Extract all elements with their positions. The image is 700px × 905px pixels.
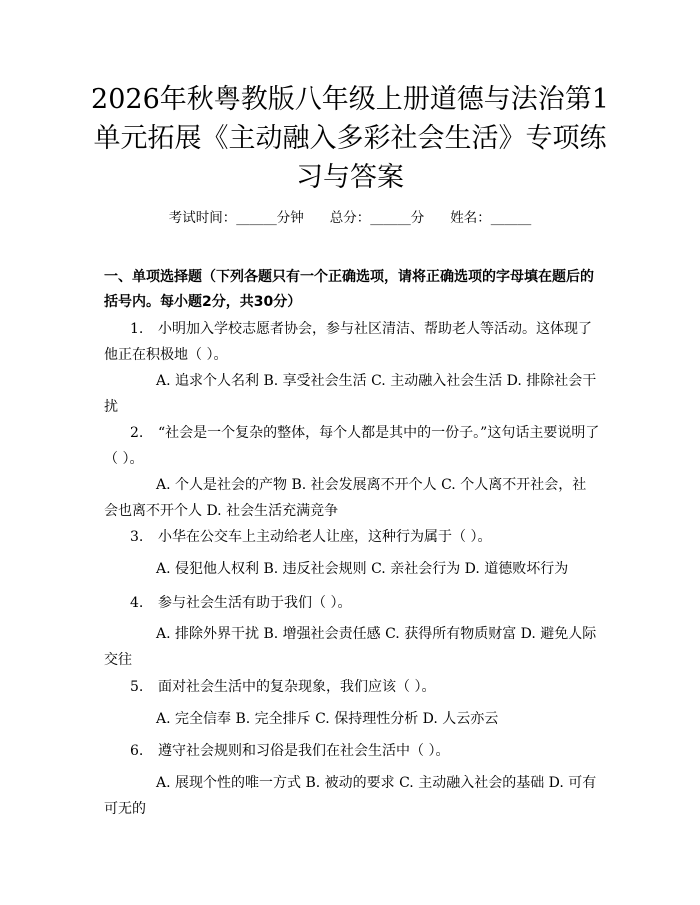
question-text: 参与社会生活有助于我们（ ）。 xyxy=(158,595,352,611)
question-6 xyxy=(104,738,600,764)
question-number: 5. xyxy=(130,679,144,695)
question-number: 4. xyxy=(130,595,144,611)
total-score-field: 总分：______分 xyxy=(329,210,425,226)
question-number: 1. xyxy=(130,321,144,337)
question-text: 面对社会生活中的复杂现象，我们应该（ ）。 xyxy=(158,679,436,695)
student-name-field: 姓名：______ xyxy=(450,210,532,226)
exam-info-line xyxy=(0,206,700,226)
question-number: 6. xyxy=(130,743,144,759)
question-text: 遵守社会规则和习俗是我们在社会生活中（ ）。 xyxy=(158,743,450,759)
question-5-options: A. 完全信奉 B. 完全排斥 C. 保持理性分析 D. 人云亦云 xyxy=(156,711,499,727)
question-6-options: A. 展现个性的唯一方式 B. 被动的要求 C. 主动融入社会的基础 D. 可有可无的 xyxy=(104,775,597,817)
question-4 xyxy=(104,590,600,616)
section-heading-single-choice: 一、单项选择题（下列各题只有一个正确选项，请将正确选项的字母填在题后的括号内。每小题2分，共30分） xyxy=(104,269,594,310)
question-5 xyxy=(104,674,600,700)
question-text: 小华在公交车上主动给老人让座，这种行为属于（ ）。 xyxy=(158,529,492,545)
question-number: 3. xyxy=(130,529,144,545)
exam-time-field: 考试时间：______分钟 xyxy=(168,210,304,226)
question-3 xyxy=(104,524,600,550)
question-4-options: A. 排除外界干扰 B. 增强社会责任感 C. 获得所有物质财富 D. 避免人际交往 xyxy=(104,626,597,668)
question-number: 2. xyxy=(130,425,144,441)
question-2 xyxy=(104,420,600,472)
question-2-options: A. 个人是社会的产物 B. 社会发展离不开个人 C. 个人离不开社会，社会也离不开个人 D. 社会生活充满竞争 xyxy=(104,477,587,519)
question-1-options: A. 追求个人名利 B. 享受社会生活 C. 主动融入社会生活 D. 排除社会干扰 xyxy=(104,373,597,415)
question-1 xyxy=(104,316,600,368)
question-text: “社会是一个复杂的整体，每个人都是其中的一份子。”这句话主要说明了（ ）。 xyxy=(104,425,600,467)
question-3-options: A. 侵犯他人权利 B. 违反社会规则 C. 亲社会行为 D. 道德败坏行为 xyxy=(156,561,569,577)
question-text: 小明加入学校志愿者协会，参与社区清洁、帮助老人等活动。这体现了他正在积极地（ ）。 xyxy=(104,321,592,363)
document-title: 2026年秋粤教版八年级上册道德与法治第1单元拓展《主动融入多彩社会生活》专项练习与答案 xyxy=(91,84,609,193)
